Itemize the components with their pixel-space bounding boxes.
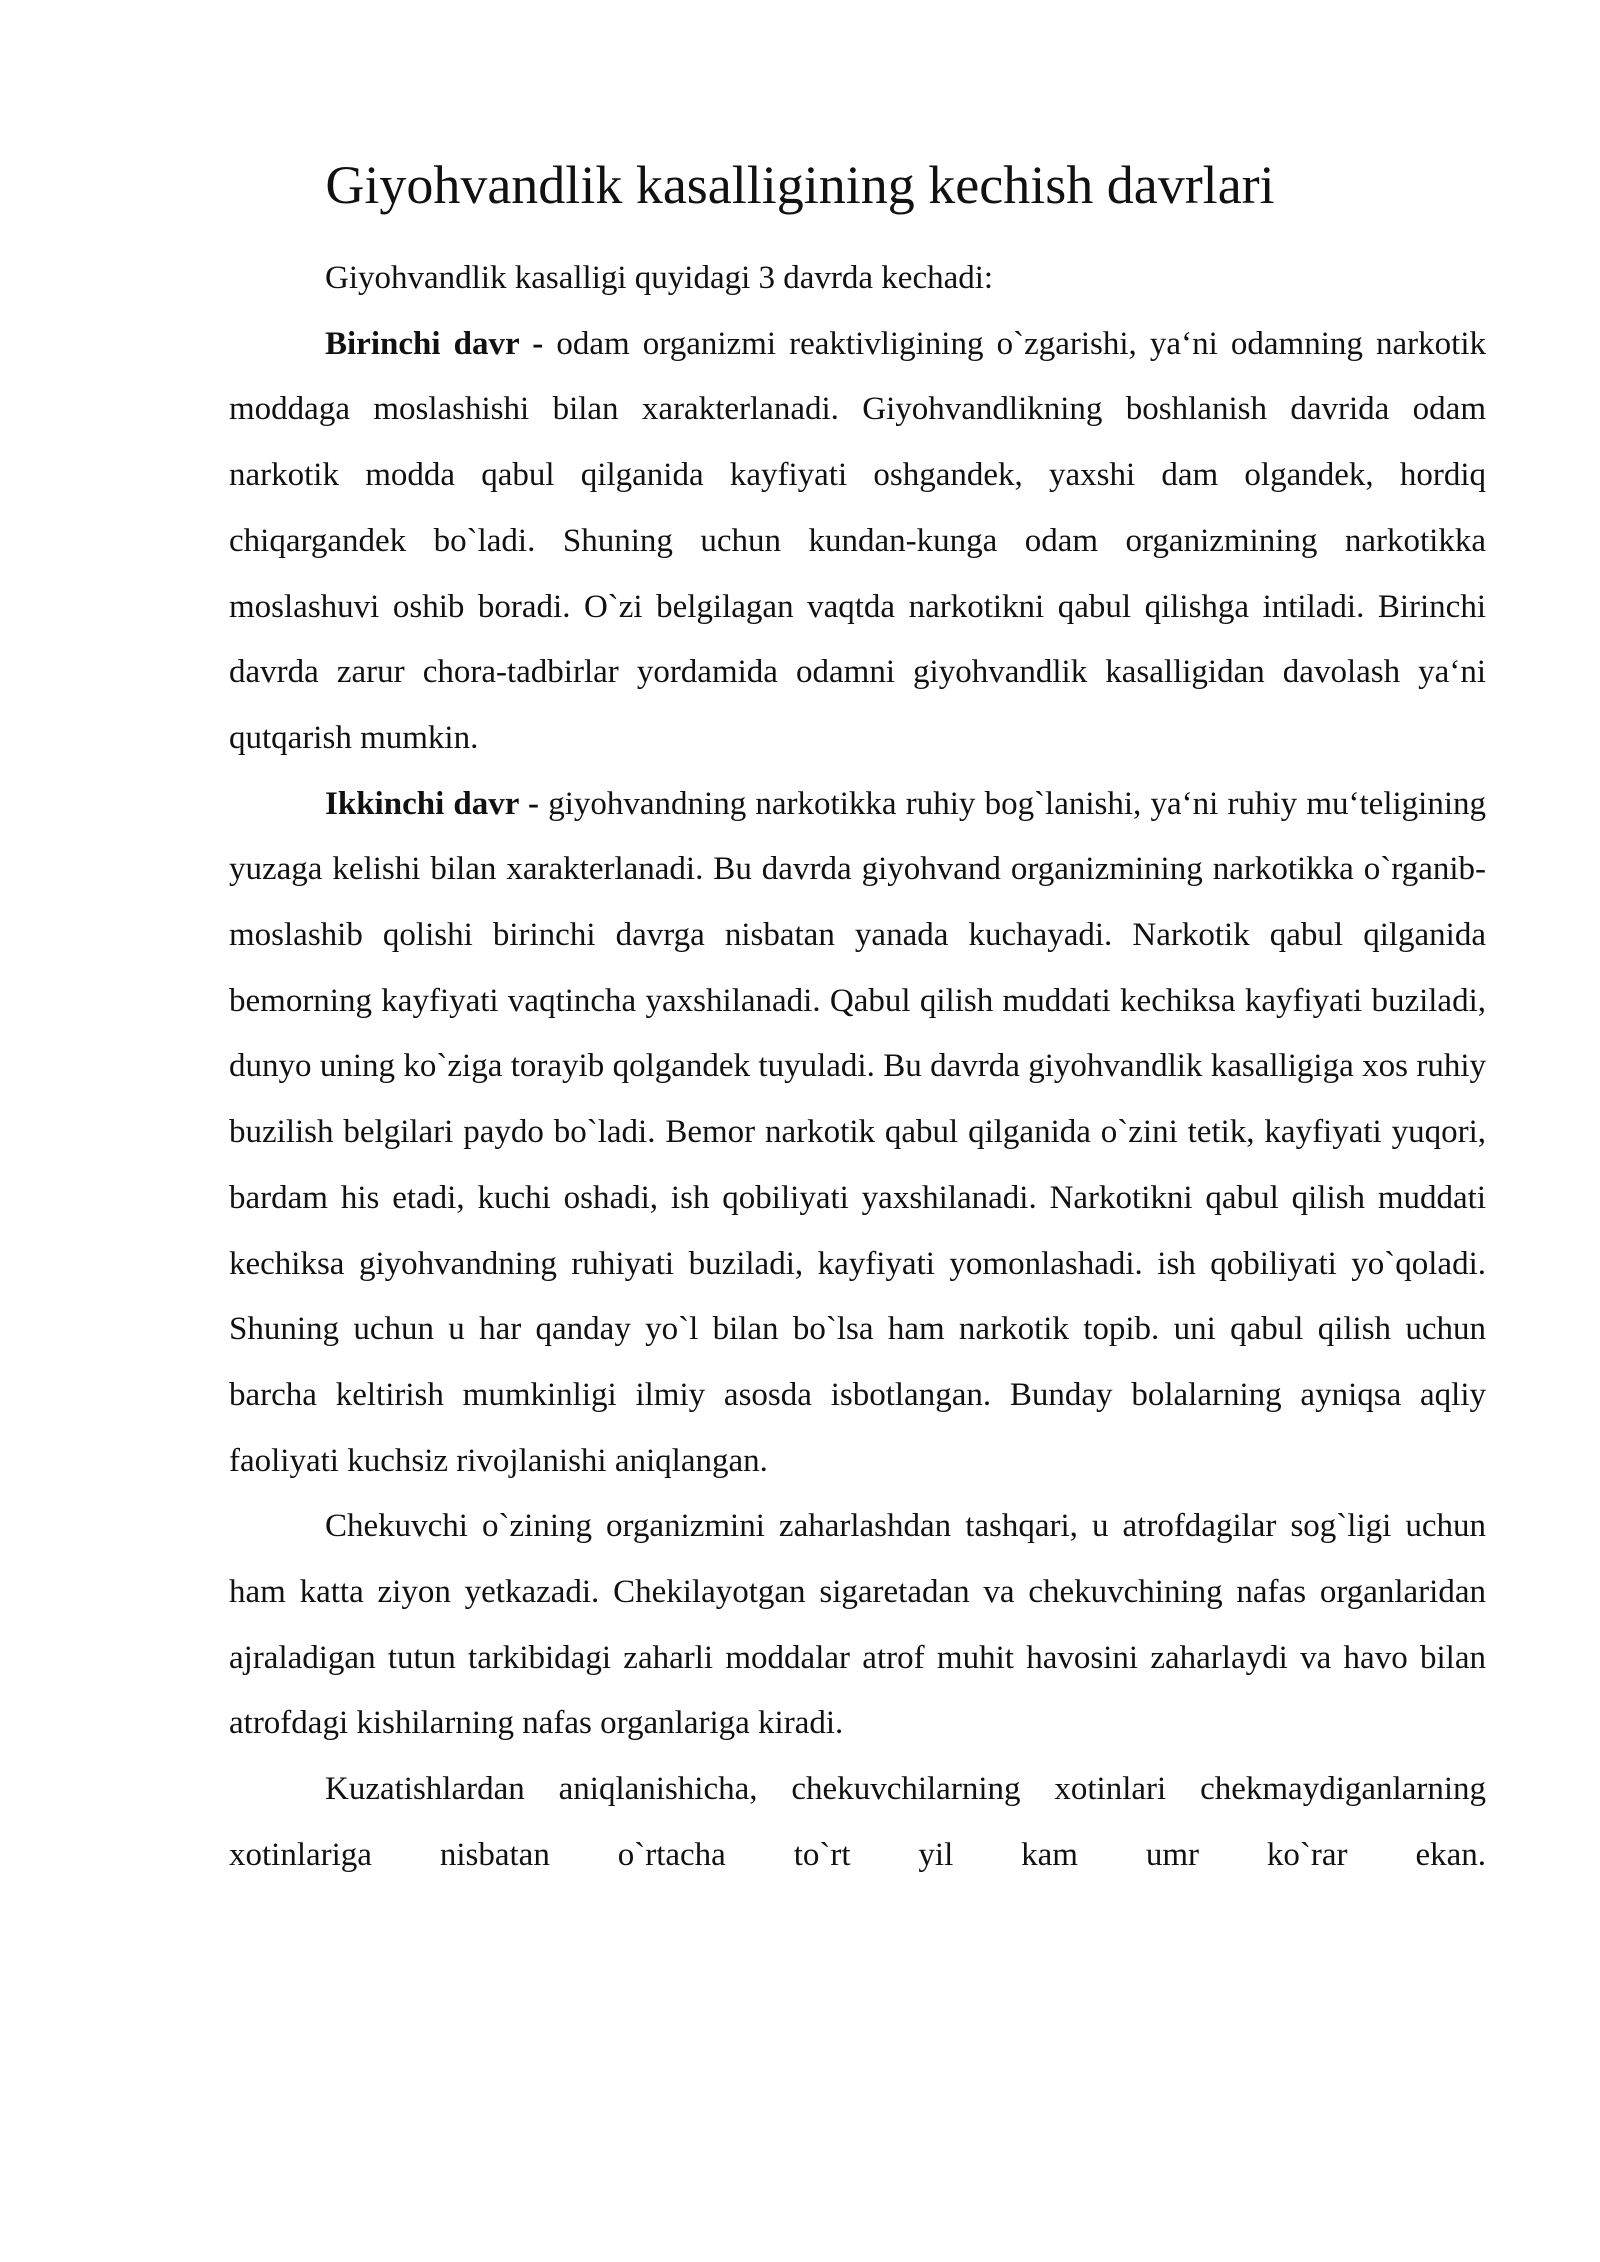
document-title: Giyohvandlik kasalligining kechish davrlari (325, 155, 1275, 215)
paragraph-lead: Ikkinchi davr - (325, 785, 540, 822)
paragraph-second-period (229, 772, 1486, 1495)
paragraph-text: giyohvandning narkotikka ruhiy bog`lanishi, ya‘ni ruhiy mu‘teligining yuzaga kelishi bilan xarakterlanadi. Bu davrda giyohvand organizmining narkotikka o`rganib-moslashib qolishi birinchi davrga nisbatan yanada kuchayadi. Narkotik qabul qilganida bemorning kayfiyati vaqtincha yaxshilanadi. Qabul qilish muddati kechiksa kayfiyati buziladi, dunyo uning ko`ziga torayib qolgandek tuyuladi. Bu davrda giyohvandlik kasalligiga xos ruhiy buzilish belgilari paydo bo`ladi. Bemor narkotik qabul qilganida o`zini tetik, kayfiyati yuqori, bardam his etadi, kuchi oshadi, ish qobiliyati yaxshilanadi. Narkotikni qabul qilish muddati kechiksa giyohvandning ruhiyati buziladi, kayfiyati yomonlashadi. ish qobiliyati yo`qoladi. Shuning uchun u har qanday yo`l bilan bo`lsa ham narkotik topib. uni qabul qilish uchun barcha keltirish mumkinligi ilmiy asosda isbotlangan. Bunday bolalarning ayniqsa aqliy faoliyati kuchsiz rivojlanishi aniqlangan. (229, 785, 1486, 1479)
paragraph-lead: Birinchi davr - (325, 325, 544, 362)
paragraph-text: odam organizmi reaktivligining o`zgarishi, ya‘ni odamning narkotik moddaga moslashishi bilan xarakterlanadi. Giyohvandlikning boshlanish davrida odam narkotik modda qabul qilganida kayfiyati oshgandek, yaxshi dam olgandek, hordiq chiqargandek bo`ladi. Shuning uchun kundan-kunga odam organizmining narkotikka moslashuvi oshib boradi. O`zi belgilagan vaqtda narkotikni qabul qilishga intiladi. Birinchi davrda zarur chora-tadbirlar yordamida odamni giyohvandlik kasalligidan davolash ya‘ni qutqarish mumkin. (229, 325, 1486, 756)
intro-paragraph: Giyohvandlik kasalligi quyidagi 3 davrda kechadi: (325, 260, 994, 296)
paragraph-observation (229, 1757, 1486, 1888)
paragraph-text: Chekuvchi o`zining organizmini zaharlashdan tashqari, u atrofdagilar sog`ligi uchun ham katta ziyon yetkazadi. Chekilayotgan sigaretadan va chekuvchining nafas organlaridan ajraladigan tutun tarkibidagi zaharli moddalar atrof muhit havosini zaharlaydi va havo bilan atrofdagi kishilarning nafas organlariga kiradi. (229, 1508, 1486, 1742)
paragraph-text: Kuzatishlardan aniqlanishicha, chekuvchilarning xotinlari chekmaydiganlarning xotinlariga nisbatan o`rtacha to`rt yil kam umr ko`rar ekan. (229, 1771, 1486, 1873)
document-body (229, 246, 1486, 1889)
paragraph-first-period (229, 312, 1486, 772)
paragraph-smoker (229, 1494, 1486, 1757)
